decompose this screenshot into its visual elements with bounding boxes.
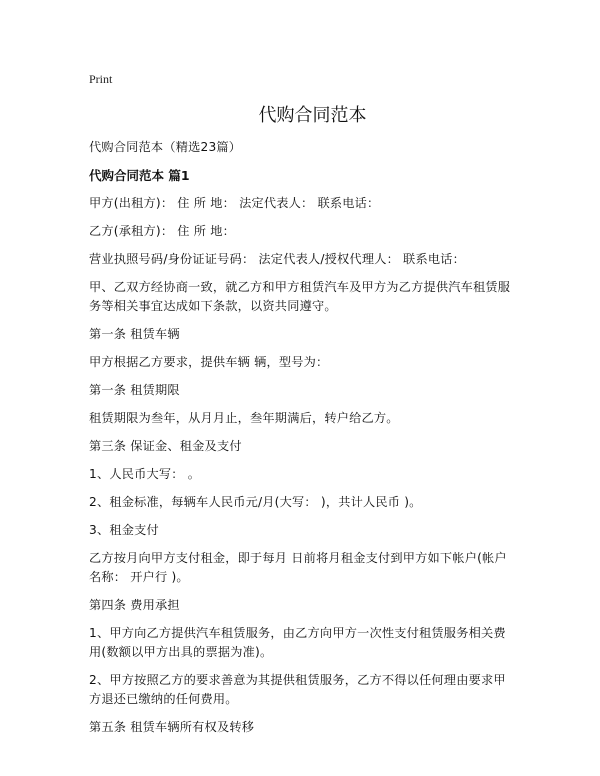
paragraph-agreement-intro: 甲、乙双方经协商一致，就乙方和甲方租赁汽车及甲方为乙方提供汽车租赁服务等相关事宜达成如下条款，以资共同遵守。 bbox=[89, 280, 511, 313]
paragraph-rent-payment: 乙方按月向甲方支付租金，即于每月 日前将月租金支付到甲方如下帐户(帐户名称： 开户行 )。 bbox=[89, 551, 507, 584]
paragraph-rent-standard: 2、租金标准，每辆车人民币元/月(大写： )，共计人民币 )。 bbox=[89, 495, 422, 509]
document-title: 代购合同范本 bbox=[258, 105, 367, 126]
section-heading: 代购合同范本 篇1 bbox=[89, 168, 190, 183]
paragraph-lessee: 乙方(承租方)： 住 所 地： bbox=[89, 224, 236, 238]
clause-heading-expenses: 第四条 费用承担 bbox=[89, 598, 180, 612]
document-subtitle: 代购合同范本（精选23篇） bbox=[89, 140, 242, 154]
paragraph-license-id: 营业执照号码/身份证证号码： 法定代表人/授权代理人： 联系电话： bbox=[89, 252, 465, 266]
clause-heading-rental-term: 第一条 租赁期限 bbox=[89, 383, 180, 397]
clause-heading-rental-vehicle: 第一条 租赁车辆 bbox=[89, 327, 180, 341]
paragraph-rental-term: 租赁期限为叁年，从月月止，叁年期满后，转户给乙方。 bbox=[89, 411, 399, 425]
paragraph-rmb-amount: 1、人民币大写： 。 bbox=[89, 467, 201, 481]
paragraph-expenses-2: 2、甲方按照乙方的要求善意为其提供租赁服务，乙方不得以任何理由要求甲方退还已缴纳的任何费用。 bbox=[89, 673, 506, 706]
paragraph-rent-payment-heading: 3、租金支付 bbox=[89, 523, 159, 537]
clause-heading-ownership: 第五条 租赁车辆所有权及转移 bbox=[89, 720, 255, 734]
paragraph-lessor: 甲方(出租方)： 住 所 地： 法定代表人： 联系电话： bbox=[89, 196, 380, 210]
clause-heading-deposit-rent: 第三条 保证金、租金及支付 bbox=[89, 439, 242, 453]
print-label: Print bbox=[89, 72, 113, 86]
paragraph-vehicle-model: 甲方根据乙方要求，提供车辆 辆，型号为： bbox=[89, 355, 329, 369]
paragraph-expenses-1: 1、甲方向乙方提供汽车租赁服务，由乙方向甲方一次性支付租赁服务相关费用(数额以甲方出具的票据为准)。 bbox=[89, 626, 506, 659]
